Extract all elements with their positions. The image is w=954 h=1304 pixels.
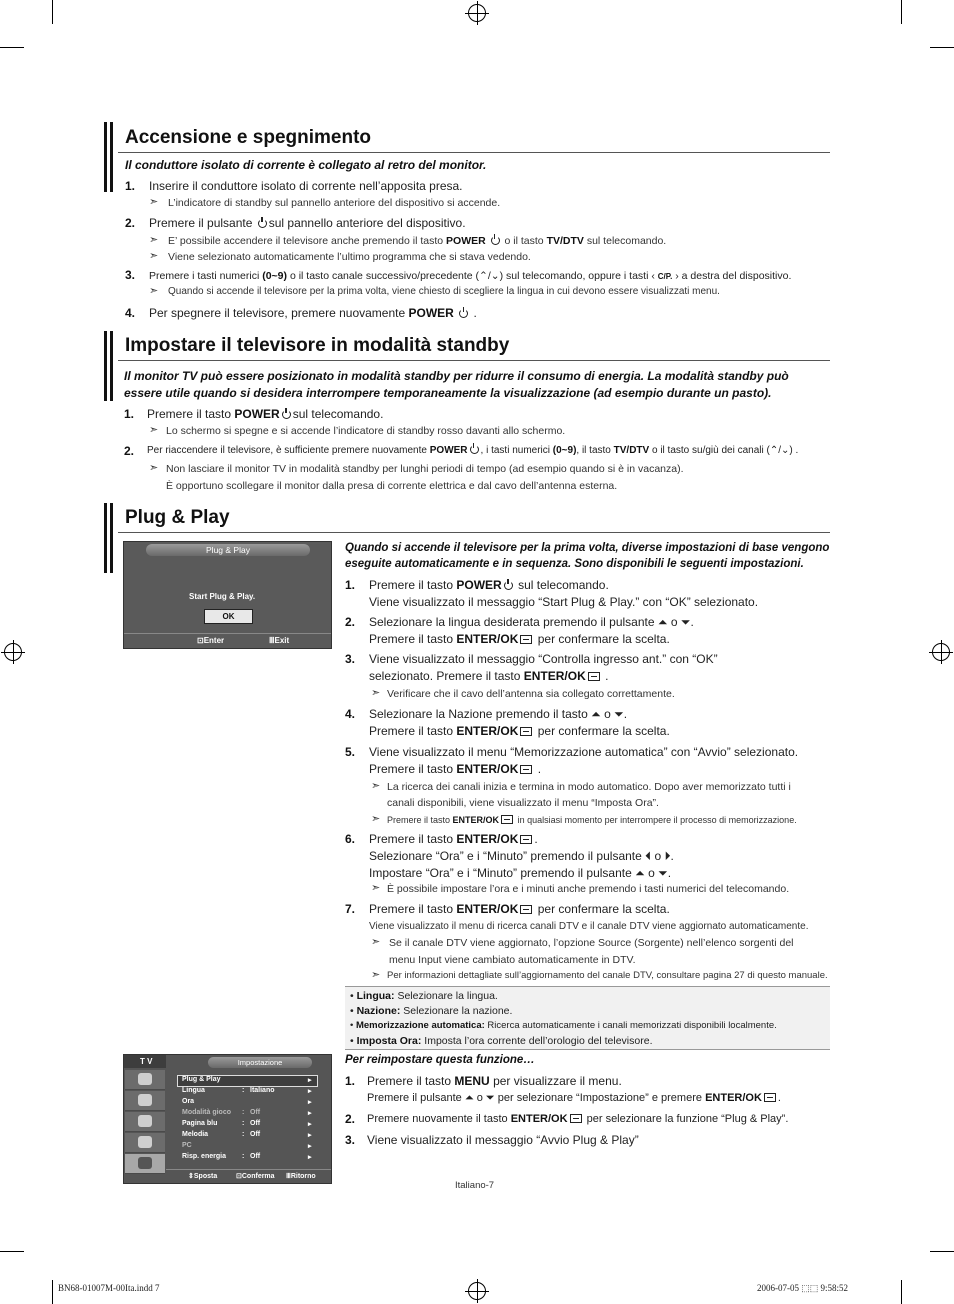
step-text: Premere il tasto ENTER/OK per confermare la scelta. [369, 724, 670, 738]
screen-divider [166, 1169, 331, 1170]
step-number: 3. [125, 268, 136, 282]
menu-item-risp-energia[interactable]: Risp. energia [182, 1153, 226, 1160]
menu-item-value: Off [250, 1109, 261, 1116]
plug-and-play-screen [123, 541, 332, 649]
menu-item-value: Off [250, 1120, 261, 1127]
step-number: 1. [345, 1074, 356, 1088]
note-text: Se il canale DTV viene aggiornato, l’opzione Source (Sorgente) nell’elenco sorgenti del [389, 937, 794, 949]
step-number: 2. [345, 615, 356, 629]
note-text: menu Input viene cambiato automaticamente in DTV. [389, 954, 636, 966]
menu-item-value: Off [250, 1131, 261, 1138]
menu-item-plug-and-play[interactable]: Plug & Play [182, 1076, 221, 1083]
power-icon [491, 236, 500, 245]
enter-icon: ⊡ [197, 636, 204, 645]
step-text: Viene visualizzato il menu di ricerca canali DTV e il canale DTV viene aggiornato automaticamente. [369, 921, 809, 932]
right-arrow-icon: ⏵ [664, 849, 671, 863]
confirm-hint: ⊡Conferma [236, 1173, 275, 1180]
enter-icon [520, 835, 532, 844]
section-title: Accensione e spegnimento [125, 127, 372, 148]
step-number: 1. [345, 578, 356, 592]
step-text: Premere il tasto POWER sul telecomando. [147, 407, 384, 421]
left-arrow-icon: ⏴ [645, 849, 652, 863]
menu-picture-icon[interactable] [125, 1091, 165, 1111]
step-text: Premere il pulsante ⏶ o ⏷ per selezionare “Impostazione” e premere ENTER/OK . [367, 1092, 781, 1104]
note-text: canali disponibili, viene visualizzato il menu “Imposta Ora”. [387, 797, 659, 809]
enter-hint: ⊡Enter [197, 636, 225, 645]
screen-title: Plug & Play [146, 544, 310, 556]
crop-mark [0, 1251, 24, 1252]
note-text: È opportuno scollegare il monitor dalla presa di corrente elettrica e dal cavo dell’antenna esterna. [166, 480, 618, 492]
registration-mark-icon [4, 643, 22, 661]
step-text: Premere nuovamente il tasto ENTER/OK per selezionare la funzione “Plug & Play”. [367, 1113, 789, 1125]
crop-mark [930, 47, 954, 48]
menu-item-pagina-blu[interactable]: Pagina blu [182, 1120, 218, 1127]
step-text: Premere il tasto POWER sul telecomando. [369, 578, 609, 592]
step-number: 4. [345, 707, 356, 721]
chevron-right-icon: ▸ [308, 1099, 312, 1106]
return-icon: Ⅲ [286, 1173, 291, 1180]
chevron-right-icon: ▸ [308, 1077, 312, 1084]
print-timestamp: 2006-07-05 ⬚⬚ 9:58:52 [757, 1283, 849, 1293]
note-text: È possibile impostare l’ora e i minuti anche premendo i tasti numerici del telecomando. [387, 883, 790, 895]
note-text: Viene selezionato automaticamente l’ultimo programma che si stava vedendo. [168, 251, 531, 263]
step-number: 4. [125, 306, 136, 320]
crop-mark [901, 1280, 902, 1304]
chevron-right-icon: ▸ [308, 1121, 312, 1128]
chevron-right-icon: ▸ [308, 1132, 312, 1139]
crop-mark [901, 0, 902, 24]
step-number: 1. [125, 179, 136, 193]
note-arrow-icon: ➣ [149, 234, 159, 246]
section-intro: essere utile quando si desidera interrompere temporaneamente la visualizzazione (ad esempio durante un pasto). [124, 386, 772, 400]
note-arrow-icon: ➣ [149, 424, 159, 436]
section-marker [110, 331, 113, 401]
power-icon [470, 445, 479, 454]
step-text: Selezionare la lingua desiderata premendo il pulsante ⏶ o ⏷. [369, 615, 694, 629]
registration-mark-icon [468, 4, 486, 22]
list-item: • Lingua: Selezionare la lingua. [350, 990, 498, 1002]
enter-icon: ⊡ [236, 1173, 242, 1180]
list-item: • Nazione: Selezionare la nazione. [350, 1005, 513, 1017]
page-number: Italiano-7 [455, 1180, 495, 1191]
setup-menu-screen [123, 1054, 332, 1184]
settings-summary [345, 986, 830, 1050]
menu-item-value: Off [250, 1153, 261, 1160]
list-item: • Imposta Ora: Imposta l’ora corrente dell’orologio del televisore. [350, 1035, 653, 1047]
up-arrow-icon: ⏶ [464, 1092, 474, 1104]
step-number: 7. [345, 902, 356, 916]
move-hint: ⇕Sposta [188, 1173, 218, 1180]
up-arrow-icon: ⏶ [657, 615, 668, 629]
menu-item-separator: : [242, 1120, 245, 1127]
section-marker [104, 122, 107, 192]
note-arrow-icon: ➣ [371, 687, 381, 699]
menu-channel-icon[interactable] [125, 1133, 165, 1153]
note-text: L’indicatore di standby sul pannello anteriore del dispositivo si accende. [168, 197, 501, 209]
step-number: 2. [124, 444, 135, 458]
step-text: Premere il tasto ENTER/OK per confermare la scelta. [369, 632, 670, 646]
step-text: Per spegnere il televisore, premere nuovamente POWER . [149, 306, 477, 320]
note-text: Verificare che il cavo dell’antenna sia collegato correttamente. [387, 688, 675, 700]
file-name: BN68-01007M-00Ita.indd 7 [58, 1283, 160, 1293]
menu-item-melodia[interactable]: Melodia [182, 1131, 209, 1138]
step-text: Selezionare “Ora” e i “Minuto” premendo il pulsante ⏴ o ⏵. [369, 849, 674, 863]
subsection-title: Per reimpostare questa funzione… [345, 1054, 535, 1066]
note-arrow-icon: ➣ [371, 882, 381, 894]
power-icon [258, 219, 267, 228]
menu-sound-icon[interactable] [125, 1112, 165, 1132]
menu-item-lingua[interactable]: Lingua [182, 1087, 205, 1094]
step-text: Premere il tasto ENTER/OK per confermare la scelta. [369, 902, 670, 916]
step-text: Per riaccendere il televisore, è sufficiente premere nuovamente POWER , i tasti numerici (0~9), il tasto TV/DTV o il tasto su/giù dei canali (⌃/⌄) . [147, 445, 799, 456]
note-arrow-icon: ➣ [149, 462, 159, 474]
down-arrow-icon: ⏷ [680, 615, 691, 629]
step-number: 3. [345, 652, 356, 666]
exit-hint: ⅢExit [269, 636, 290, 645]
note-text: Per informazioni dettagliate sull’aggiornamento del canale DTV, consultare pagina 27 di questo manuale. [387, 970, 828, 981]
step-number: 5. [345, 745, 356, 759]
section-title: Plug & Play [125, 507, 230, 528]
step-text: Viene visualizzato il messaggio “Avvio Plug & Play” [367, 1133, 639, 1147]
note-text: Lo schermo si spegne e si accende l’indicatore di standby rosso davanti allo schermo. [166, 425, 566, 437]
step-number: 6. [345, 832, 356, 846]
note-arrow-icon: ➣ [371, 780, 381, 792]
menu-setup-icon[interactable] [125, 1154, 165, 1174]
enter-icon [520, 905, 532, 914]
up-arrow-icon: ⏶ [591, 707, 601, 721]
note-arrow-icon: ➣ [371, 936, 381, 948]
exit-icon: Ⅲ [269, 636, 275, 645]
section-marker [104, 331, 107, 401]
enter-icon [501, 815, 513, 824]
registration-mark-icon [932, 643, 950, 661]
note-arrow-icon: ➣ [149, 250, 159, 262]
power-icon [459, 309, 468, 318]
enter-icon [520, 727, 532, 736]
power-icon [504, 581, 513, 590]
step-text: Inserire il conduttore isolato di corrente nell’apposita presa. [149, 179, 463, 193]
note-arrow-icon: ➣ [149, 285, 159, 297]
section-rule [118, 532, 830, 533]
screen-title: Impostazione [208, 1057, 312, 1068]
step-text: Premere il tasto ENTER/OK . [369, 762, 542, 776]
registration-mark-icon [468, 1282, 486, 1300]
ok-button[interactable]: OK [204, 609, 253, 624]
section-marker [110, 503, 113, 573]
section-rule [118, 360, 830, 361]
step-text: Selezionare la Nazione premendo il tasto ⏶ o ⏷. [369, 707, 628, 721]
menu-item-separator: : [242, 1087, 245, 1094]
menu-tv-label: T V [140, 1057, 153, 1066]
note-text: E’ possibile accendere il televisore anche premendo il tasto POWER o il tasto TV/DTV sul telecomando. [168, 235, 667, 247]
crop-mark [52, 0, 53, 24]
menu-item-value: Italiano [250, 1087, 275, 1094]
menu-item-separator: : [242, 1153, 245, 1160]
section-intro: Il conduttore isolato di corrente è collegato al retro del monitor. [125, 158, 487, 172]
section-intro: eseguite automaticamente e in sequenza. Sono disponibili le seguenti impostazioni. [345, 558, 804, 570]
step-text: Premere il pulsante sul pannello anteriore del dispositivo. [149, 216, 466, 230]
enter-icon [520, 765, 532, 774]
step-text: Impostare “Ora” e i “Minuto” premendo il pulsante ⏶ o ⏷. [369, 866, 672, 880]
down-arrow-icon: ⏷ [614, 707, 624, 721]
note-arrow-icon: ➣ [371, 969, 381, 981]
enter-icon [570, 1114, 582, 1123]
step-text: Viene visualizzato il messaggio “Start Plug & Play.” con “OK” selezionato. [369, 595, 759, 609]
chevron-right-icon: ▸ [308, 1088, 312, 1095]
note-arrow-icon: ➣ [149, 196, 159, 208]
step-text: Viene visualizzato il menu “Memorizzazione automatica” con “Avvio” selezionato. [369, 745, 799, 759]
note-text: Quando si accende il televisore per la prima volta, viene chiesto di scegliere la lingua in cui devono essere visualizzati menu. [168, 286, 720, 297]
step-text: selezionato. Premere il tasto ENTER/OK . [369, 669, 609, 683]
step-number: 2. [125, 216, 136, 230]
menu-item-pc[interactable]: PC [182, 1142, 192, 1149]
step-number: 1. [124, 407, 135, 421]
step-number: 2. [345, 1112, 356, 1126]
step-text: Premere il tasto MENU per visualizzare il menu. [367, 1074, 622, 1088]
section-marker [104, 503, 107, 573]
back-hint: ⅢRitorno [286, 1173, 316, 1180]
enter-icon [520, 635, 532, 644]
note-text: Premere il tasto ENTER/OK in qualsiasi momento per interrompere il processo di memorizzazione. [387, 815, 797, 825]
power-icon [282, 410, 291, 419]
screen-message: Start Plug & Play. [189, 592, 256, 601]
down-arrow-icon: ⏷ [485, 1092, 495, 1104]
crop-mark [0, 47, 24, 48]
chevron-right-icon: ▸ [308, 1110, 312, 1117]
up-arrow-icon: ⏶ [635, 866, 645, 880]
section-rule [118, 152, 830, 153]
menu-item-separator: : [242, 1131, 245, 1138]
menu-item-ora[interactable]: Ora [182, 1098, 195, 1105]
down-arrow-icon: ⏷ [658, 866, 668, 880]
step-text: Premere il tasto ENTER/OK . [369, 832, 538, 846]
section-intro: Il monitor TV può essere posizionato in modalità standby per ridurre il consumo di energia. La modalità standby può [124, 369, 789, 383]
step-number: 3. [345, 1133, 356, 1147]
crop-mark [930, 1251, 954, 1252]
menu-input-icon[interactable] [125, 1070, 165, 1090]
step-text: Premere i tasti numerici (0~9) o il tasto canale successivo/precedente (⌃/⌄) sul telecomando, oppure i tasti ‹ C/P. › a destra del dispositivo. [149, 270, 792, 282]
chevron-right-icon: ▸ [308, 1154, 312, 1161]
note-text: Non lasciare il monitor TV in modalità standby per lunghi periodi di tempo (ad esempio quando si è in vacanza). [166, 463, 684, 475]
enter-icon [588, 672, 600, 681]
list-item: • Memorizzazione automatica: Ricerca automaticamente i canali memorizzati disponibili localmente. [350, 1020, 777, 1031]
step-text: Viene visualizzato il messaggio “Controlla ingresso ant.” con “OK” [369, 652, 718, 666]
menu-item-separator: : [242, 1109, 245, 1116]
note-arrow-icon: ➣ [371, 813, 381, 825]
menu-item-modalita-gioco[interactable]: Modalità gioco [182, 1109, 231, 1116]
enter-icon [764, 1093, 776, 1102]
section-title: Impostare il televisore in modalità standby [125, 335, 510, 356]
crop-mark [52, 1280, 53, 1304]
screen-divider [124, 633, 331, 634]
note-text: La ricerca dei canali inizia e termina in modo automatico. Dopo aver memorizzato tutti i [387, 781, 791, 793]
section-marker [110, 122, 113, 192]
chevron-right-icon: ▸ [308, 1143, 312, 1150]
up-down-icon: ⇕ [188, 1173, 194, 1180]
section-intro: Quando si accende il televisore per la prima volta, diverse impostazioni di base vengono [345, 542, 830, 554]
